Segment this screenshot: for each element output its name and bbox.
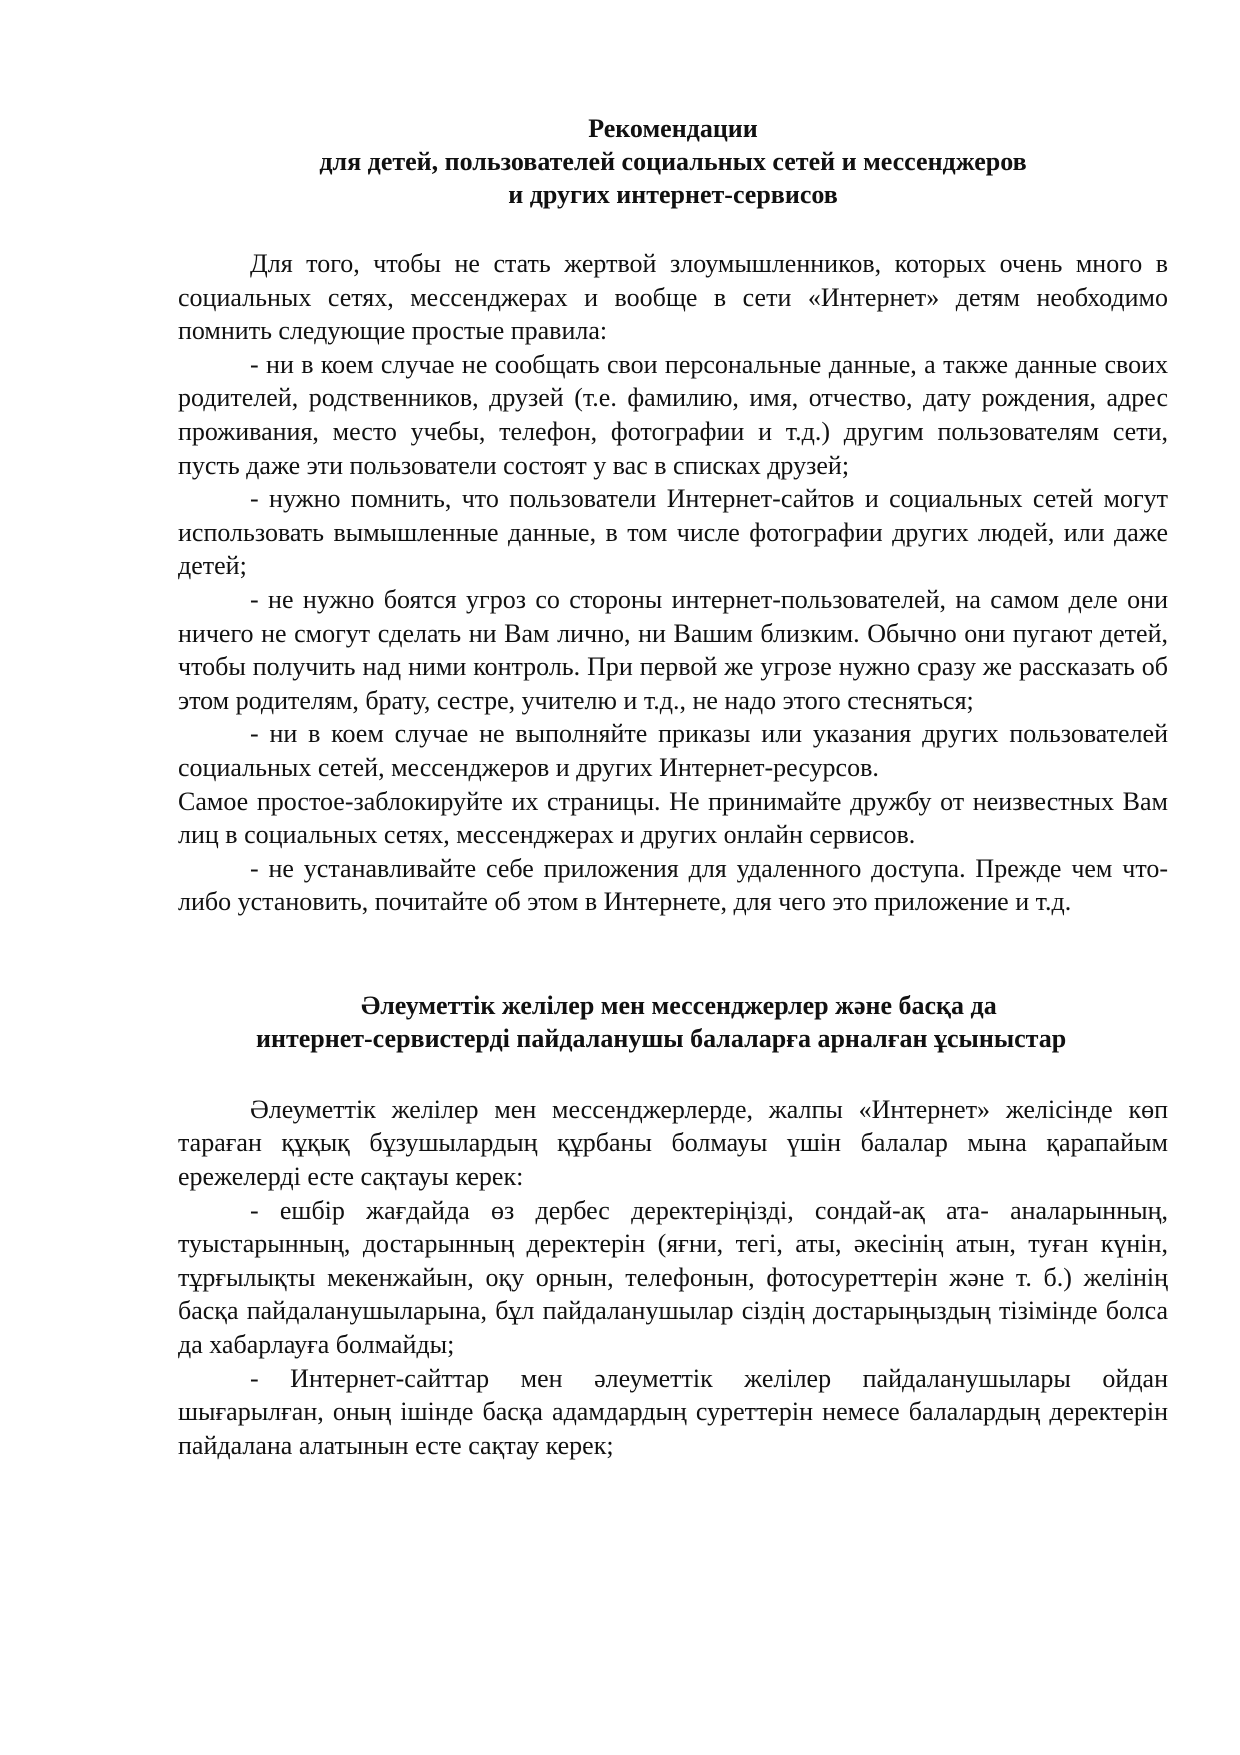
kz-body xyxy=(178,1093,1168,1463)
kz-title-line1: Әлеуметтік желілер мен мессенджерлер және басқа да xyxy=(361,990,997,1020)
ru-title xyxy=(178,112,1168,211)
document-page xyxy=(178,112,1168,1462)
ru-rule-personal-data: - ни в коем случае не сообщать свои персональные данные, а также данные своих родителей, родственников, друзей (т.е. фамилию, имя, отчество, дату рождения, адрес проживания, место учебы, телефон, фотографии и т.д.) другим пользователям сети, пусть даже эти пользователи состоят у вас в списках друзей; xyxy=(178,349,1168,480)
ru-rule-threats: - не нужно боятся угроз со стороны интернет-пользователей, на самом деле они ничего не смогут сделать ни Вам лично, ни Вашим близким. Обычно они пугают детей, чтобы получить над ними контроль. При первой же угрозе нужно сразу же рассказать об этом родителям, брату, сестре, учителю и т.д., не надо этого стесняться; xyxy=(178,584,1168,715)
spacer xyxy=(178,1055,1168,1093)
spacer xyxy=(178,919,1168,989)
kz-title xyxy=(178,989,1168,1055)
kz-rule-personal-data: - ешбір жағдайда өз дербес деректеріңізді, сондай-ақ ата- аналарынның, туыстарынның, достарынның деректерін (яғни, тегі, аты, әкесінің атын, туған күнін, тұрғылықты мекенжайын, оқу орнын, телефонын, фотосуреттерін және т. б.) желінің басқа пайдаланушыларына, бұл пайдаланушылар сіздің достарыңыздың тізімінде болса да хабарлауға болмайды; xyxy=(178,1195,1168,1360)
ru-rule-orders: - ни в коем случае не выполняйте приказы или указания других пользователей социальных сетей, мессенджеров и других Интернет-ресурсов. xyxy=(178,719,1168,782)
ru-rule-block: Самое простое-заблокируйте их страницы. Не принимайте дружбу от неизвестных Вам лиц в социальных сетях, мессенджерах и других онлайн сервисов. xyxy=(178,786,1168,850)
kz-intro-paragraph: Әлеуметтік желілер мен мессенджерлерде, жалпы «Интернет» желісінде көп тараған құқық бұзушылардың құрбаны болмауы үшін балалар мына қарапайым ережелерді есте сақтауы керек: xyxy=(178,1094,1168,1192)
spacer xyxy=(178,211,1168,247)
ru-body xyxy=(178,247,1168,919)
ru-rule-fake-data: - нужно помнить, что пользователи Интернет-сайтов и социальных сетей могут использовать вымышленные данные, в том числе фотографии других людей, или даже детей; xyxy=(178,484,1168,581)
ru-title-line1: Рекомендации xyxy=(588,114,758,143)
ru-title-line3: и других интернет-сервисов xyxy=(508,180,838,209)
kz-rule-fake-data: - Интернет-сайттар мен әлеуметтік желілер пайдаланушылары ойдан шығарылған, оның ішінде басқа адамдардың суреттерін немесе балалардың деректерін пайдалана алатынын есте сақтау керек; xyxy=(178,1363,1168,1460)
ru-title-line2: для детей, пользователей социальных сетей и мессенджеров xyxy=(319,147,1027,176)
ru-rule-remote-access: - не устанавливайте себе приложения для удаленного доступа. Прежде чем что-либо установить, почитайте об этом в Интернете, для чего это приложение и т.д. xyxy=(178,853,1168,917)
kz-title-line2: интернет-сервистерді пайдаланушы балаларға арналған ұсыныстар xyxy=(256,1023,1067,1053)
ru-intro-paragraph: Для того, чтобы не стать жертвой злоумышленников, которых очень много в социальных сетях, мессенджерах и вообще в сети «Интернет» детям необходимо помнить следующие простые правила: xyxy=(178,249,1168,346)
